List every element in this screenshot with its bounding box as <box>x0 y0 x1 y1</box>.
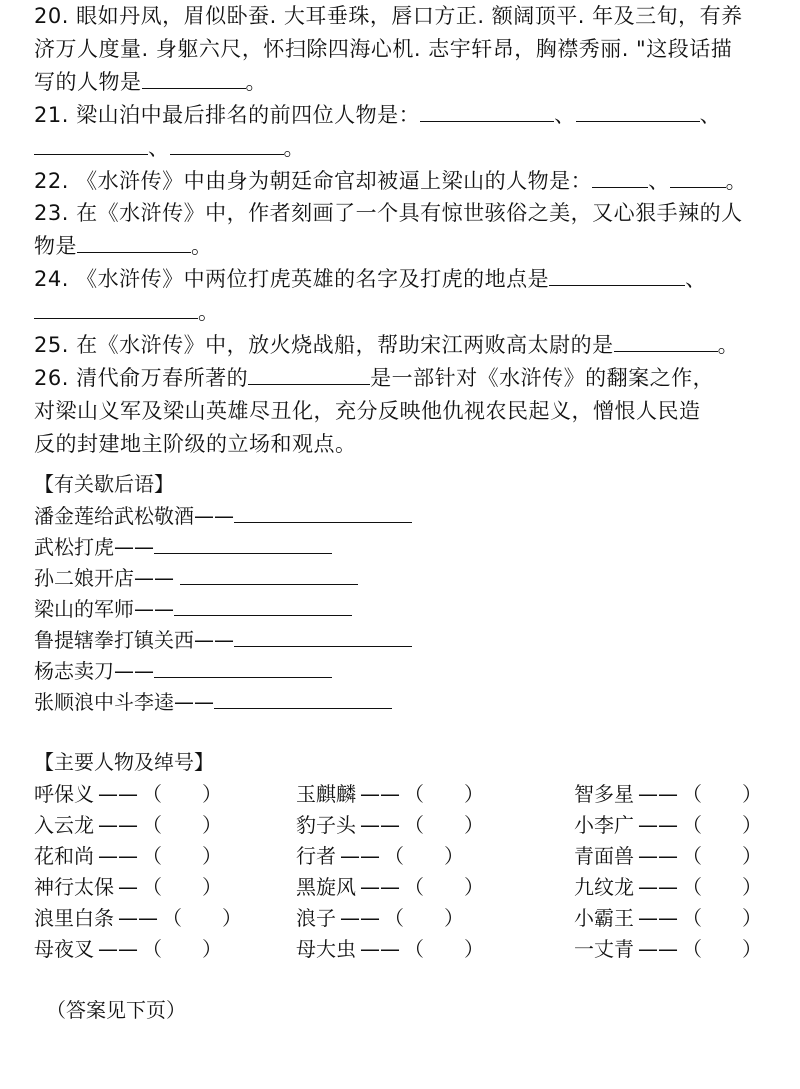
nickname-label: 豹子头 <box>296 813 356 837</box>
answer-blank[interactable] <box>77 232 191 253</box>
open-paren: （ <box>404 875 424 899</box>
answer-blank[interactable] <box>214 688 392 709</box>
nickname-label: 神行太保 <box>34 875 114 899</box>
nickname-label: 一丈青 <box>574 937 634 961</box>
xiehouyu-item <box>34 626 412 654</box>
question-26-text-cont: 是一部针对《水浒传》的翻案之作， <box>370 366 715 390</box>
close-paren: ） <box>444 906 464 930</box>
question-21-line-1 <box>34 101 721 129</box>
question-22-end: 。 <box>725 169 748 193</box>
close-paren: ） <box>742 813 762 837</box>
xiehouyu-item <box>34 533 332 561</box>
nickname-entry <box>296 841 464 871</box>
nickname-label: 青面兽 <box>574 844 634 868</box>
open-paren: （ <box>682 844 702 868</box>
question-20-line-1: 20. 眼如丹凤，眉似卧蚕. 大耳垂珠，唇口方正. 额阔顶平. 年及三旬，有养 <box>34 4 743 28</box>
question-22-line-1 <box>34 167 747 195</box>
nickname-entry <box>296 934 484 964</box>
question-23-line-1: 23. 在《水浒传》中，作者刻画了一个具有惊世骇俗之美，又心狠手辣的人 <box>34 201 743 225</box>
dash: — <box>118 875 138 899</box>
nickname-entry <box>574 810 762 840</box>
question-23-end: 。 <box>191 234 213 258</box>
open-paren: （ <box>404 813 424 837</box>
answer-blank[interactable] <box>154 533 332 554</box>
xiehouyu-item <box>34 564 358 592</box>
close-paren: ） <box>464 782 484 806</box>
dash: —— <box>360 875 400 899</box>
open-paren: （ <box>142 782 162 806</box>
dash: —— <box>340 906 380 930</box>
question-21-end: 。 <box>283 136 305 160</box>
nickname-label: 入云龙 <box>34 813 94 837</box>
close-paren: ） <box>742 875 762 899</box>
nickname-entry <box>574 841 762 871</box>
close-paren: ） <box>742 782 762 806</box>
close-paren: ） <box>464 937 484 961</box>
nickname-label: 母大虫 <box>296 937 356 961</box>
close-paren: ） <box>742 844 762 868</box>
answer-blank[interactable] <box>174 595 352 616</box>
xiehouyu-item <box>34 688 392 716</box>
dash: —— <box>98 844 138 868</box>
dash: —— <box>360 782 400 806</box>
close-paren: ） <box>202 813 222 837</box>
nickname-entry <box>574 903 762 933</box>
nickname-entry <box>34 903 242 933</box>
nickname-row <box>0 841 800 871</box>
dash: —— <box>98 937 138 961</box>
separator: 、 <box>648 169 670 193</box>
question-26-line-1 <box>34 364 714 392</box>
open-paren: （ <box>384 906 404 930</box>
answer-blank[interactable] <box>170 134 284 155</box>
nickname-label: 呼保义 <box>34 782 94 806</box>
answer-blank[interactable] <box>142 68 246 89</box>
open-paren: （ <box>142 813 162 837</box>
nickname-label: 浪里白条 <box>34 906 114 930</box>
answer-blank[interactable] <box>420 101 554 122</box>
open-paren: （ <box>682 813 702 837</box>
xiehouyu-section-title: 【有关歇后语】 <box>34 472 174 496</box>
nickname-entry <box>296 810 484 840</box>
xiehouyu-item <box>34 657 332 685</box>
close-paren: ） <box>202 875 222 899</box>
nickname-label: 小李广 <box>574 813 634 837</box>
dash: —— <box>638 875 678 899</box>
close-paren: ） <box>464 813 484 837</box>
answer-blank[interactable] <box>154 657 332 678</box>
answer-blank[interactable] <box>34 134 148 155</box>
open-paren: （ <box>162 906 182 930</box>
nickname-label: 智多星 <box>574 782 634 806</box>
separator: 、 <box>685 267 707 291</box>
nickname-label: 小霸王 <box>574 906 634 930</box>
question-26-line-3: 反的封建地主阶级的立场和观点。 <box>34 432 357 456</box>
answer-blank[interactable] <box>592 167 648 188</box>
question-24-line-1 <box>34 265 707 293</box>
nickname-entry <box>296 903 464 933</box>
nicknames-section-title: 【主要人物及绰号】 <box>34 750 214 774</box>
nickname-entry <box>34 779 222 809</box>
open-paren: （ <box>682 937 702 961</box>
close-paren: ） <box>202 937 222 961</box>
nickname-entry <box>34 872 222 902</box>
open-paren: （ <box>682 906 702 930</box>
close-paren: ） <box>742 937 762 961</box>
xiehouyu-text: 潘金莲给武松敬酒—— <box>34 504 234 528</box>
xiehouyu-text: 张顺浪中斗李逵—— <box>34 690 214 714</box>
nickname-entry <box>34 810 222 840</box>
dash: —— <box>340 844 380 868</box>
separator: 、 <box>699 103 722 127</box>
question-20-text: 写的人物是 <box>34 70 142 94</box>
dash: —— <box>638 844 678 868</box>
open-paren: （ <box>682 875 702 899</box>
question-24-text: 24. 《水浒传》中两位打虎英雄的名字及打虎的地点是 <box>34 267 550 291</box>
nickname-entry <box>574 934 762 964</box>
question-23-line-2 <box>34 232 213 260</box>
question-26-text: 26. 清代俞万春所著的 <box>34 366 249 390</box>
nickname-label: 九纹龙 <box>574 875 634 899</box>
question-23-text: 物是 <box>34 234 77 258</box>
xiehouyu-text: 鲁提辖拳打镇关西—— <box>34 628 234 652</box>
answer-blank[interactable] <box>670 167 726 188</box>
nickname-entry <box>34 934 222 964</box>
xiehouyu-text: 孙二娘开店—— <box>34 566 181 590</box>
close-paren: ） <box>202 844 222 868</box>
xiehouyu-item <box>34 595 352 623</box>
question-25-text: 25. 在《水浒传》中，放火烧战船，帮助宋江两败高太尉的是 <box>34 333 614 357</box>
answer-blank[interactable] <box>234 626 412 647</box>
answer-blank[interactable] <box>614 331 718 352</box>
nickname-row <box>0 934 800 964</box>
nickname-label: 黑旋风 <box>296 875 356 899</box>
separator: 、 <box>554 103 576 127</box>
nickname-entry <box>34 841 222 871</box>
nickname-row <box>0 810 800 840</box>
close-paren: ） <box>222 906 242 930</box>
answer-blank[interactable] <box>576 101 700 122</box>
dash: —— <box>638 782 678 806</box>
dash: —— <box>98 782 138 806</box>
answer-blank[interactable] <box>180 564 358 585</box>
open-paren: （ <box>404 937 424 961</box>
close-paren: ） <box>742 906 762 930</box>
nickname-row <box>0 779 800 809</box>
close-paren: ） <box>464 875 484 899</box>
question-24-line-2 <box>34 298 220 326</box>
answer-blank[interactable] <box>549 265 685 286</box>
nickname-entry <box>296 779 484 809</box>
nickname-label: 浪子 <box>296 906 336 930</box>
answer-blank[interactable] <box>248 364 370 385</box>
open-paren: （ <box>384 844 404 868</box>
answer-blank[interactable] <box>234 502 412 523</box>
nickname-label: 玉麒麟 <box>296 782 356 806</box>
question-25-end: 。 <box>717 333 740 357</box>
open-paren: （ <box>142 937 162 961</box>
dash: —— <box>638 906 678 930</box>
nickname-label: 行者 <box>296 844 336 868</box>
question-20-line-2: 济万人度量. 身躯六尺，怀扫除四海心机. 志宇轩昂，胸襟秀丽. "这段话描 <box>34 37 733 61</box>
nickname-label: 母夜叉 <box>34 937 94 961</box>
question-21-line-2 <box>34 134 305 162</box>
open-paren: （ <box>404 782 424 806</box>
dash: —— <box>98 813 138 837</box>
open-paren: （ <box>142 844 162 868</box>
close-paren: ） <box>202 782 222 806</box>
xiehouyu-text: 梁山的军师—— <box>34 597 174 621</box>
answer-note: （答案见下页） <box>46 998 186 1022</box>
question-21-text: 21. 梁山泊中最后排名的前四位人物是： <box>34 103 421 127</box>
close-paren: ） <box>444 844 464 868</box>
answer-blank[interactable] <box>34 298 198 319</box>
dash: —— <box>638 813 678 837</box>
open-paren: （ <box>682 782 702 806</box>
question-20-end: 。 <box>245 70 267 94</box>
dash: —— <box>118 906 158 930</box>
xiehouyu-item <box>34 502 412 530</box>
nickname-row <box>0 872 800 902</box>
question-22-text: 22. 《水浒传》中由身为朝廷命官却被逼上梁山的人物是： <box>34 169 593 193</box>
nickname-label: 花和尚 <box>34 844 94 868</box>
nickname-entry <box>296 872 484 902</box>
nickname-row <box>0 903 800 933</box>
xiehouyu-text: 杨志卖刀—— <box>34 659 154 683</box>
question-20-line-3 <box>34 68 267 96</box>
open-paren: （ <box>142 875 162 899</box>
question-24-end: 。 <box>198 300 220 324</box>
dash: —— <box>360 937 400 961</box>
separator: 、 <box>148 136 170 160</box>
question-25-line-1 <box>34 331 739 359</box>
question-26-line-2: 对梁山义军及梁山英雄尽丑化，充分反映他仇视农民起义，憎恨人民造 <box>34 399 701 423</box>
dash: —— <box>638 937 678 961</box>
dash: —— <box>360 813 400 837</box>
nickname-entry <box>574 779 762 809</box>
nickname-entry <box>574 872 762 902</box>
xiehouyu-text: 武松打虎—— <box>34 535 154 559</box>
